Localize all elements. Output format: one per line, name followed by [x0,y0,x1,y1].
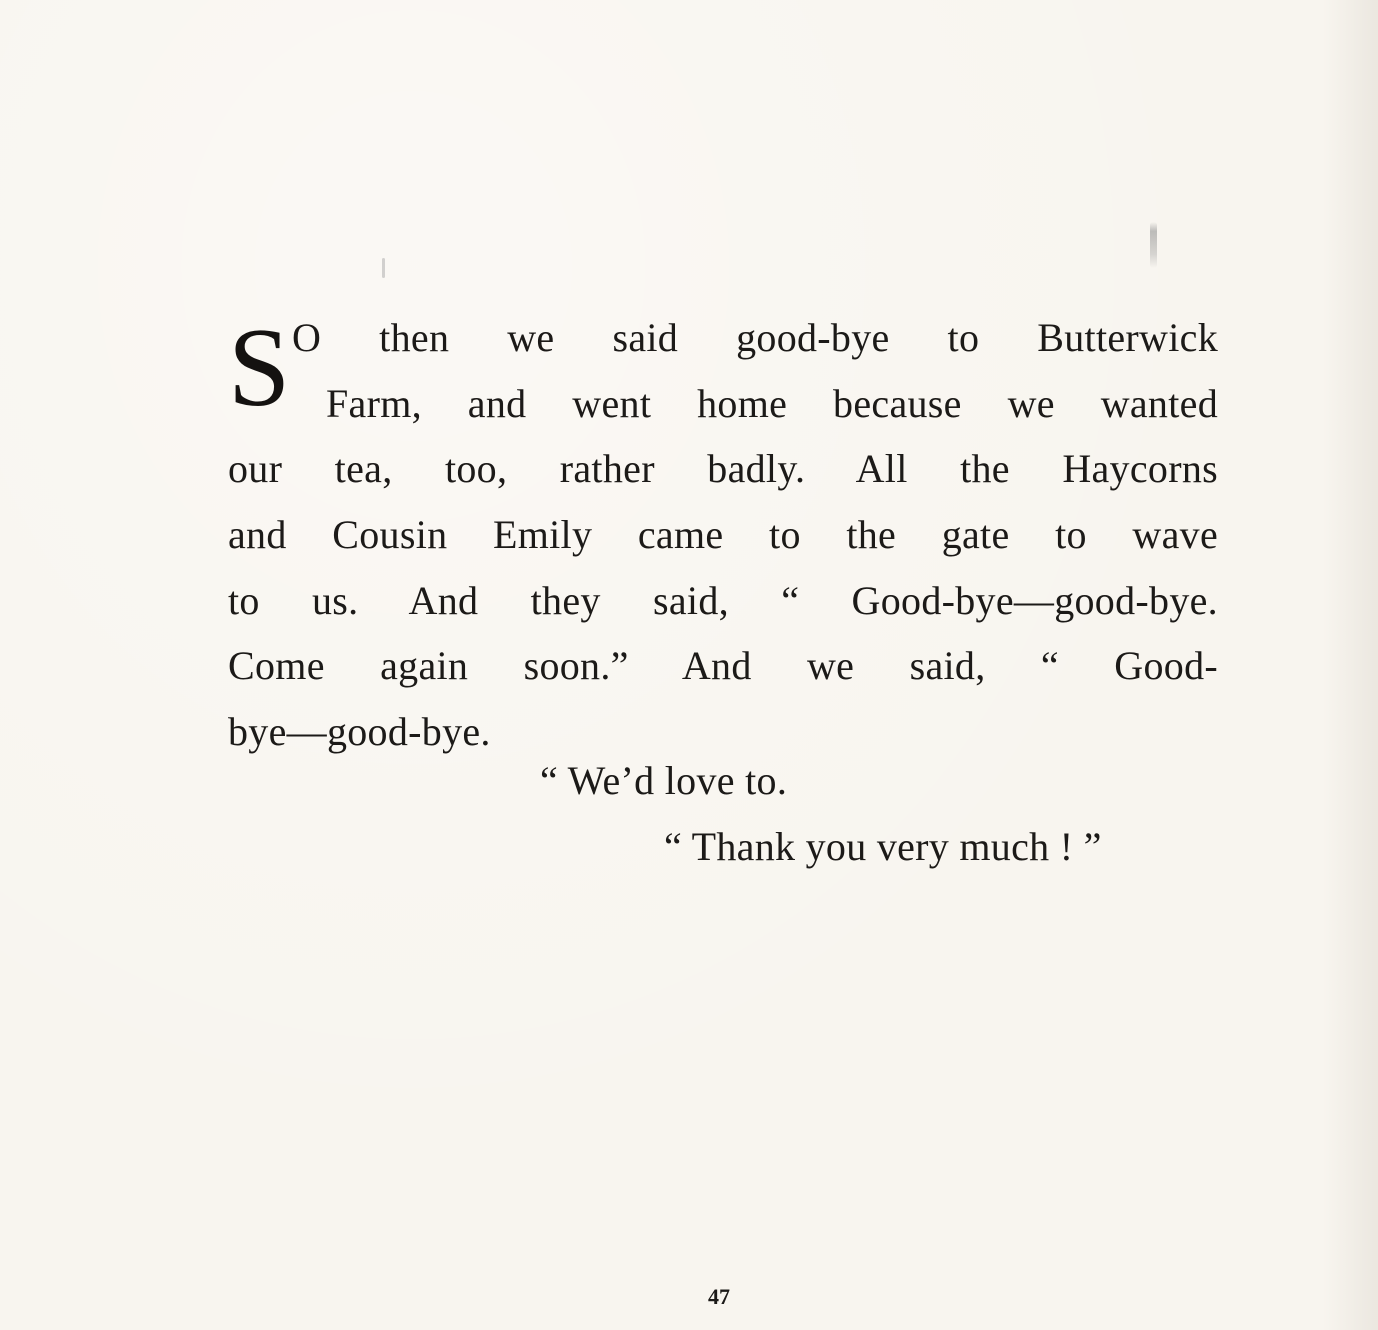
paper-smudge [382,258,385,278]
body-text-line: bye—good-bye. [228,709,491,754]
body-text-line: our tea, too, rather badly. All the Haycorns [228,446,1218,491]
page-number: 47 [708,1284,730,1309]
paper-smudge [1150,222,1157,268]
body-text-line: Come again soon.” And we said, “ Good- [228,643,1218,688]
body-text-line: and Cousin Emily came to the gate to wave [228,512,1218,557]
body-text-line: O then we said good-bye to Butterwick [292,315,1218,360]
body-text-line: to us. And they said, “ Good-bye—good-bye. [228,578,1218,623]
dialogue-line: “ Thank you very much ! ” [664,824,1102,869]
drop-cap: S [228,306,291,430]
dialogue-line: “ We’d love to. [540,758,788,803]
body-text-line: Farm, and went home because we wanted [326,381,1218,426]
